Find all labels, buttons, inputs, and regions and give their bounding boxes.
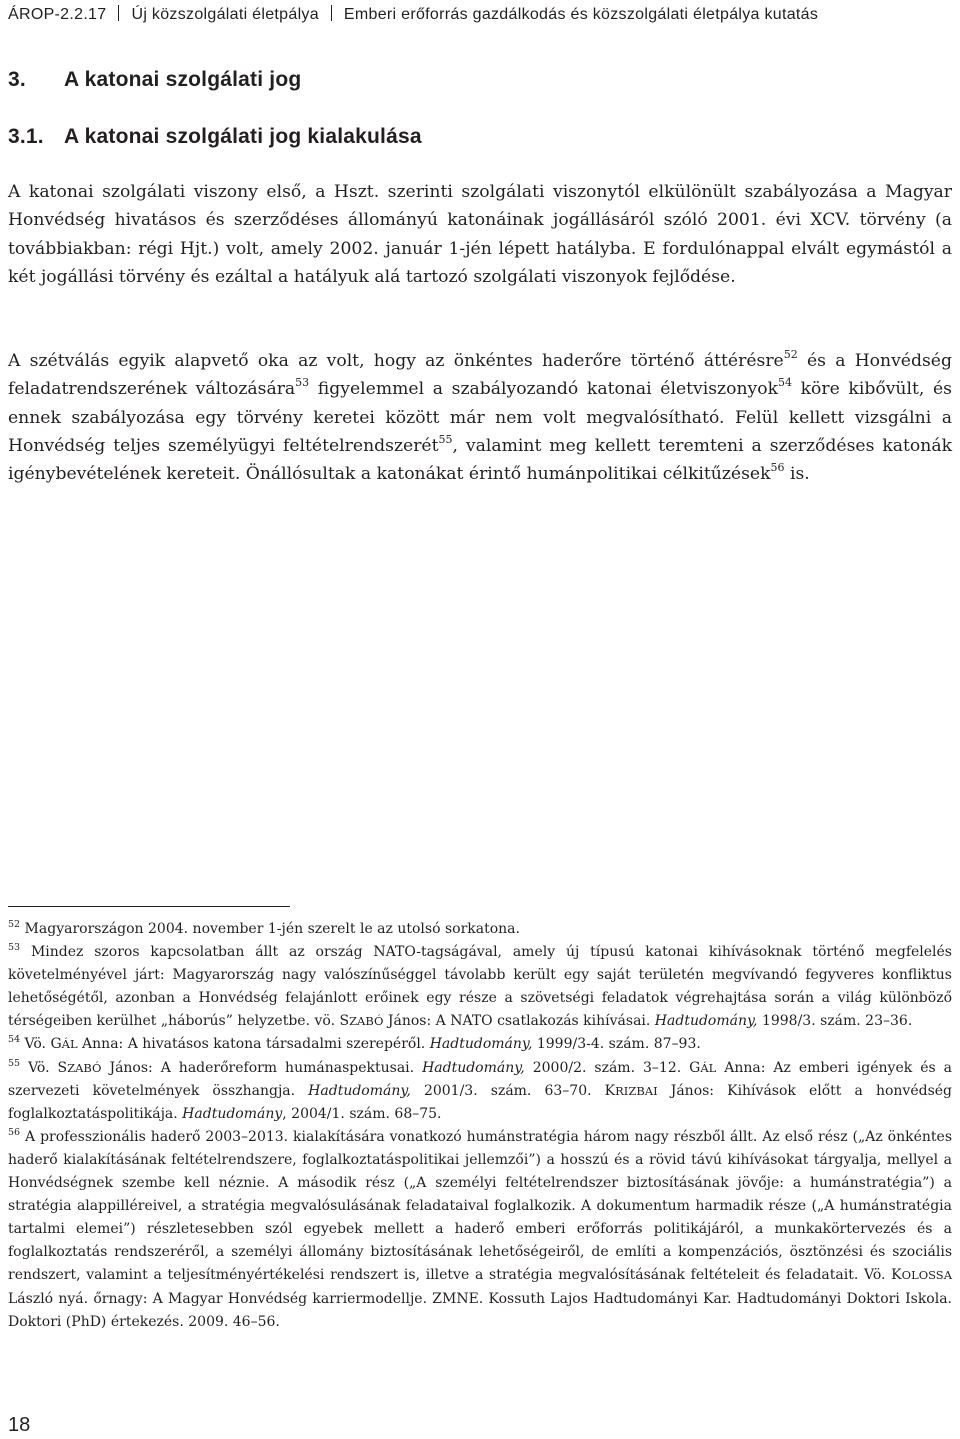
header-program: Új közszolgálati életpálya [131, 6, 319, 23]
footnote-53 [8, 941, 952, 1033]
author-initial: G [689, 1059, 701, 1076]
footnote-text: Vö. [28, 1059, 58, 1076]
journal-title: Hadtudomány, [308, 1082, 411, 1099]
footnote-54 [8, 1033, 952, 1056]
journal-title: Hadtudomány, [654, 1013, 758, 1030]
footnote-52 [8, 918, 952, 941]
footnote-56 [8, 1126, 952, 1334]
footnote-text: 1999/3-4. szám. 87–93. [532, 1036, 701, 1053]
body-paragraph-1: A katonai szolgálati viszony első, a Hszt. szerinti szolgálati viszonytól elkülönült szabályozása a Magyar Honvédség hivatásos és szerződéses állományú katonáinak jogállásáról szóló 2001. évi XCV. törvény (a továbbiakban: régi Hjt.) volt, amely 2002. január 1-jén lépett hatályba. E fordulónappal elvált egymástól a két jogállási törvény és ezáltal a hatályuk alá tartozó szolgálati viszonyok fejlődése. [8, 182, 952, 287]
footnote-55 [8, 1057, 952, 1126]
footnote-text: Vö. [24, 1036, 51, 1053]
section-title: A katonai szolgálati jog [64, 68, 302, 91]
footnotes [8, 918, 952, 1334]
paragraph-text: és a Honvédség feladatrendszerének változására [8, 351, 952, 400]
paragraph-text: köre kibővült, és ennek szabályozása egy törvény keretei között már nem volt megvalósítható. Felül kellett vizsgálni a Honvédség teljes személyügyi feltételrendszerét [8, 379, 952, 456]
footnote-number: 54 [8, 1034, 21, 1046]
author-name [50, 1036, 77, 1052]
footnote-text: , 2004/1. szám. 68–75. [282, 1105, 442, 1122]
footnote-text: Magyarországon 2004. november 1-jén szerelt le az utolsó sorkatona. [24, 921, 520, 937]
footnote-number: 55 [8, 1057, 21, 1069]
body-paragraph-2 [8, 347, 952, 488]
journal-title: Hadtudomány, [429, 1036, 533, 1053]
author-name [58, 1060, 102, 1076]
header-project-code: ÁROP-2.2.17 [8, 6, 107, 23]
footnote-ref-56[interactable]: 56 [770, 461, 785, 475]
footnote-number: 52 [8, 919, 21, 930]
footnote-text: 2001/3. szám. 63–70. [410, 1082, 605, 1099]
footnote-text: János: A haderőreform humánaspektusai. [101, 1059, 423, 1076]
footnote-text: Mindez szoros kapcsolatban állt az ország NATO-tagságával, amely új típusú katonai kihívásoknak történő megfelelés követelményével járt: Magyarország nagy valószínűséggel távolabb került egy saját területén megvívandó fegyveres konfliktus lehetőségétől, azonban a Honvédség felajánlott erőinek egy része a szövetségi feladatok végrehajtása során a világ különböző térségeiben kerülhet „háborús” helyzetbe. vö. [8, 944, 952, 1030]
footnote-text: A professzionális haderő 2003–2013. kialakítására vonatkozó humánstratégia három nagy részből állt. Az első rész („Az önkéntes haderő kialakításának feltételrendszere, foglalkoztatáspolitikai jellemzői”) a hosszú és a rövid távú kihívásokat tárgyalja, mellyel a Honvédségnek szembe kell néznie. A második rész („A személyi feltételrendszer biztosításának jövője: a humánstratégia”) a stratégia alappilléreivel, a stratégia megvalósulásának feladataival foglalkozik. A dokumentum harmadik része („A humánstratégia tartalmi elemei”) részletesebben szól egyebek mellett a haderő emberi erőforrás politikájáról, a munkakörtervezés és a foglalkoztatás rendszeréről, a személyi állomány biztosításának lehetőségeiről, de említi a kompenzációs, ösztönzési és szociális rendszert, valamint a teljesítményértékelési rendszert is, illetve a stratégia megvalósításának feltételeit és feladatait. Vö. [8, 1128, 952, 1284]
author-name [689, 1060, 716, 1076]
footnote-text: Anna: Az emberi igények és a szervezeti követelmények összhangja. [8, 1059, 952, 1099]
author-initial: G [50, 1036, 62, 1053]
footnote-text: Anna: A hivatásos katona társadalmi szerepéről. [77, 1036, 430, 1053]
subsection-heading [8, 125, 422, 149]
footnote-ref-55[interactable]: 55 [438, 432, 453, 446]
author-rest: ÁL [700, 1060, 717, 1075]
footnote-divider [8, 906, 290, 907]
author-initial: S [339, 1013, 350, 1030]
header-separator [118, 5, 119, 21]
footnote-text: 1998/3. szám. 23–36. [757, 1013, 913, 1030]
footnote-text: 2000/2. szám. 3–12. [524, 1059, 690, 1076]
paragraph-text: is. [784, 464, 810, 485]
author-initial: K [891, 1267, 902, 1284]
running-header [8, 5, 958, 24]
footnote-text: János: A NATO csatlakozás kihívásai. [383, 1013, 655, 1030]
author-initial: K [604, 1082, 616, 1099]
subsection-title: A katonai szolgálati jog kialakulása [64, 125, 422, 148]
footnote-number: 56 [8, 1126, 21, 1138]
footnote-number: 53 [8, 942, 21, 954]
author-rest: ÁL [61, 1037, 78, 1052]
paragraph-text: , valamint meg kellett teremteni a szerződéses katonák igénybevételének kereteit. Önállósultak a katonákat érintő humánpolitikai célkitűzések [8, 435, 952, 485]
journal-title: Hadtudomány, [422, 1059, 525, 1076]
header-topic: Emberi erőforrás gazdálkodás és közszolgálati életpálya kutatás [343, 6, 819, 23]
author-rest: ZABÓ [67, 1060, 102, 1075]
paragraph-text: figyelemmel a szabályozandó katonai életviszonyok [309, 379, 778, 400]
author-name [339, 1013, 383, 1029]
author-rest: RIZBAI [615, 1083, 658, 1098]
paragraph-text: A szétválás egyik alapvető oka az volt, hogy az önkéntes haderőre történő áttérésre [8, 351, 784, 371]
section-number: 3. [8, 68, 26, 91]
page-number: 18 [8, 1414, 31, 1436]
journal-title: Hadtudomány [182, 1105, 283, 1122]
footnote-ref-53[interactable]: 53 [295, 376, 310, 390]
header-separator [331, 5, 332, 21]
section-heading [8, 68, 301, 92]
footnote-text: János: Kihívások előtt a honvédség foglalkoztatáspolitikája. [8, 1082, 952, 1122]
author-initial: S [57, 1059, 68, 1076]
author-name [891, 1267, 952, 1283]
footnote-ref-52[interactable]: 52 [783, 348, 798, 361]
author-rest: ZABÓ [349, 1014, 384, 1029]
author-name [605, 1083, 658, 1099]
footnote-ref-54[interactable]: 54 [778, 376, 792, 390]
subsection-number: 3.1. [8, 125, 44, 148]
footnote-text: László nyá. őrnagy: A Magyar Honvédség karriermodellje. ZMNE. Kossuth Lajos Hadtudományi Kar. Hadtudományi Doktori Iskola. Doktori (PhD) értekezés. 2009. 46–56. [8, 1290, 952, 1330]
author-rest: OLOSSA [901, 1268, 952, 1283]
